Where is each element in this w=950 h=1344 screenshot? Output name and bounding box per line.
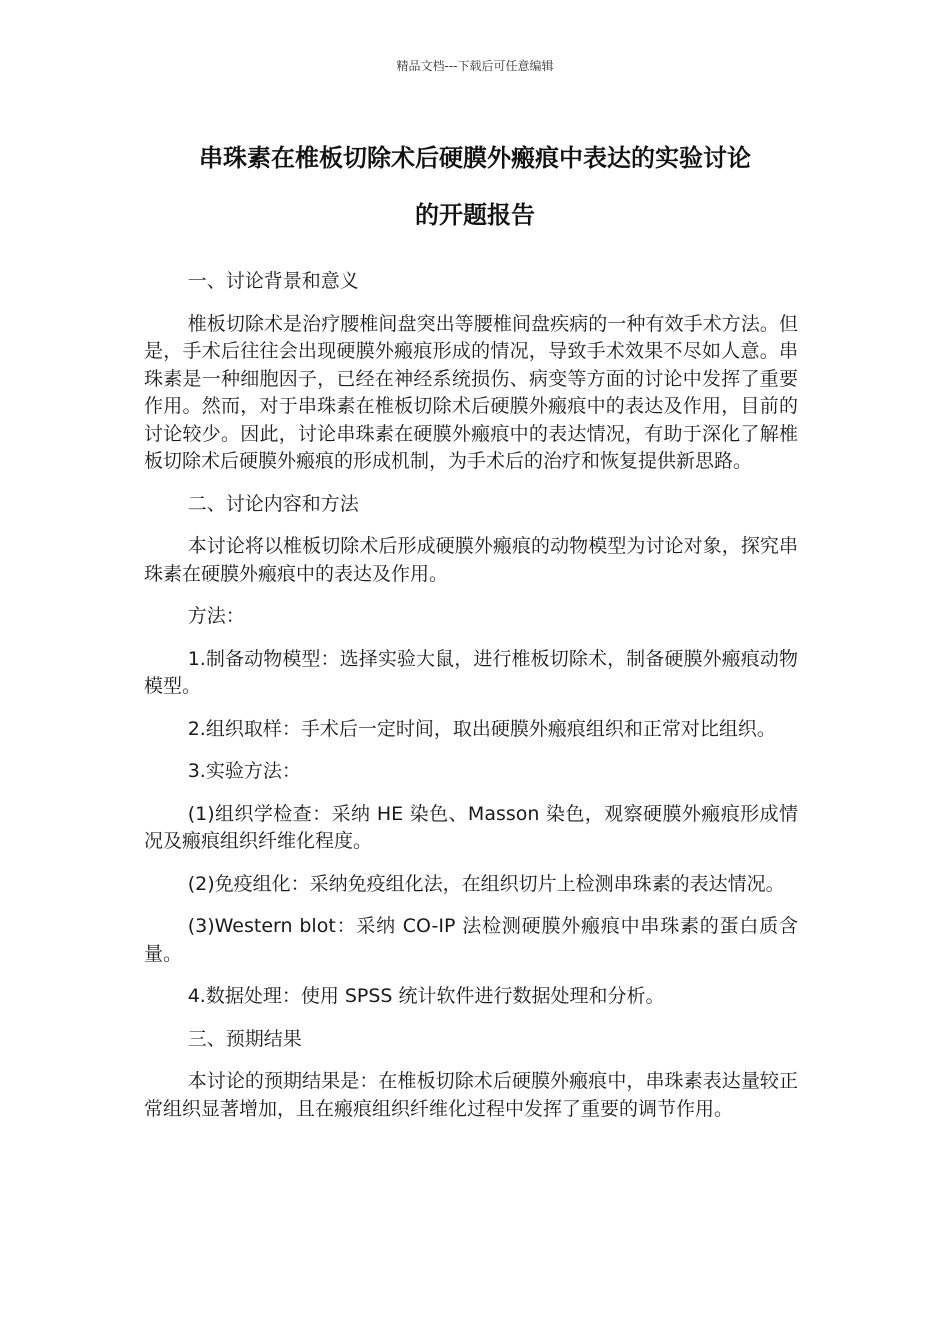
method-item-2: 2.组织取样：手术后一定时间，取出硬膜外瘢痕组织和正常对比组织。 [187,717,776,740]
method-subitem-2: (2)免疫组化：采纳免疫组化法，在组织切片上检测串珠素的表达情况。 [187,872,785,895]
page-header-note: 精品文档---下载后可任意编辑 [396,59,554,73]
method-item-3: 3.实验方法： [187,760,301,782]
title-line-1: 串珠素在椎板切除术后硬膜外瘢痕中表达的实验讨论 [199,144,751,172]
title-line-2: 的开题报告 [415,201,535,229]
section-heading-background: 一、讨论背景和意义 [187,270,359,292]
section-heading-expected-results: 三、预期结果 [187,1027,302,1050]
paragraph-background: 椎板切除术是治疗腰椎间盘突出等腰椎间盘疾病的一种有效手术方法。但是，手术后往往会出现硬膜外瘢痕形成的情况，导致手术效果不尽如人意。串珠素是一种细胞因子，已经在神经系统损伤、病变等方面的讨论中发挥了重要作用。然而，对于串珠素在椎板切除术后硬膜外瘢痕中的表达及作用，目前的讨论较少。因此，讨论串珠素在硬膜外瘢痕中的表达情况，有助于深化了解椎板切除术后硬膜外瘢痕的形成机制，为手术后的治疗和恢复提供新思路。 [144,312,798,472]
methods-label: 方法： [187,605,245,627]
document-title [140,130,810,244]
method-item-4: 4.数据处理：使用 SPSS 统计软件进行数据处理和分析。 [187,985,665,1007]
method-subitem-3: (3)Western blot：采纳 CO-IP 法检测硬膜外瘢痕中串珠素的蛋白质含量。 [144,915,798,965]
method-subitem-1: (1)组织学检查：采纳 HE 染色、Masson 染色，观察硬膜外瘢痕形成情况及瘢痕组织纤维化程度。 [144,802,798,852]
paragraph-research-content: 本讨论将以椎板切除术后形成硬膜外瘢痕的动物模型为讨论对象，探究串珠素在硬膜外瘢痕中的表达及作用。 [144,535,798,585]
section-heading-methods: 二、讨论内容和方法 [187,492,359,515]
document-body [144,268,798,1138]
paragraph-expected-results: 本讨论的预期结果是：在椎板切除术后硬膜外瘢痕中，串珠素表达量较正常组织显著增加，且在瘢痕组织纤维化过程中发挥了重要的调节作用。 [144,1070,798,1120]
method-item-1: 1.制备动物模型：选择实验大鼠，进行椎板切除术，制备硬膜外瘢痕动物模型。 [144,647,798,697]
